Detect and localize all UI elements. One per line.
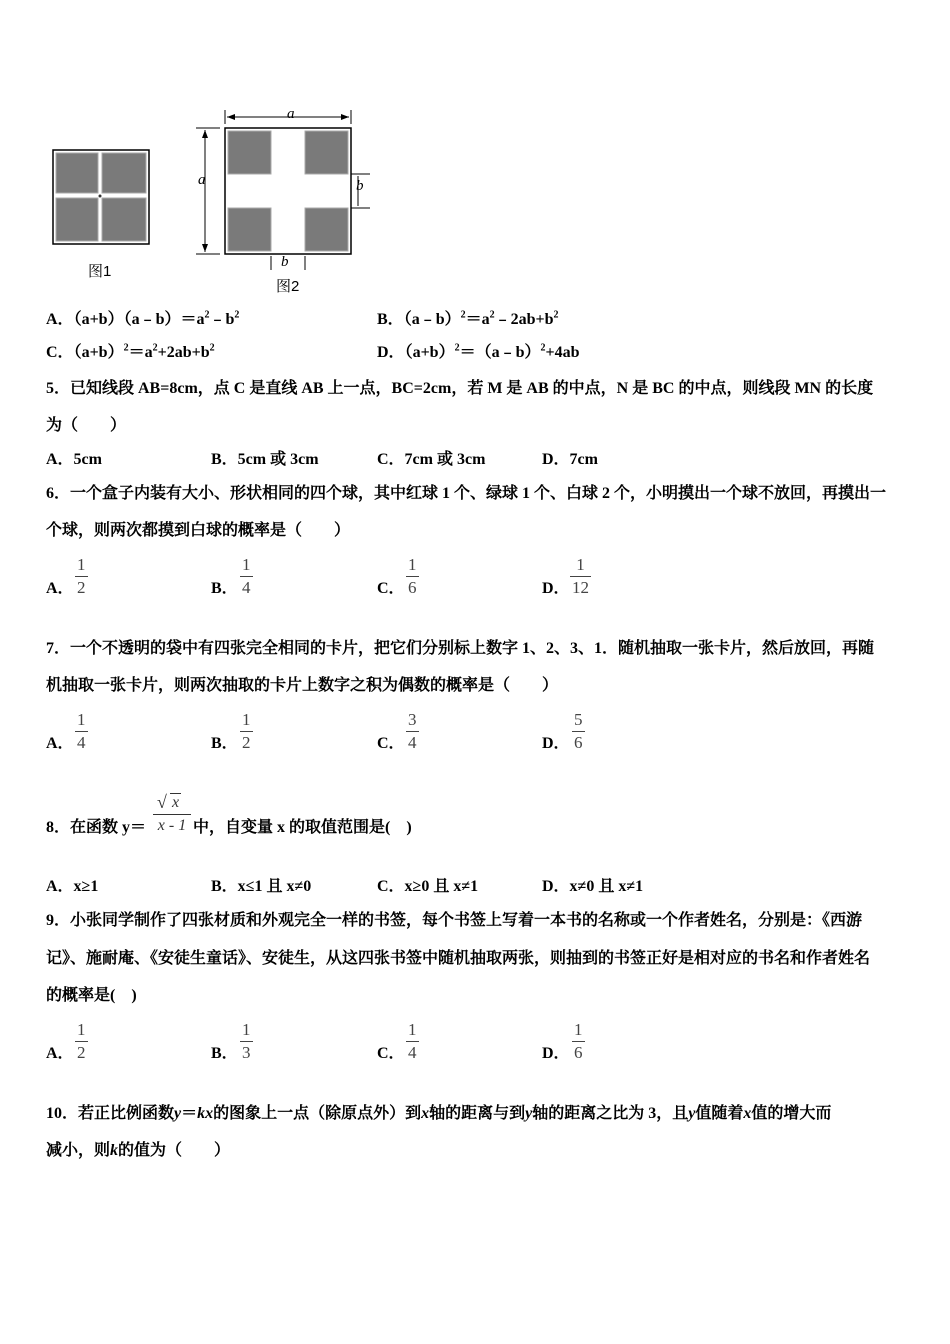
q9-label-a: A． <box>46 1045 74 1062</box>
q5-option-b: B．5cm 或 3cm <box>211 451 319 468</box>
q8-option-d: D．x≠0 且 x≠1 <box>542 878 644 895</box>
q6-stem-line2: 个球，则两次都摸到白球的概率是（ ） <box>46 522 351 539</box>
q9-option-c-fraction: $\frac{1}{4}$ <box>408 1020 417 1062</box>
fig2-caption: 图2 <box>276 278 300 295</box>
q7-label-c: C． <box>377 735 405 752</box>
fig2-label-b-bottom: b <box>281 254 289 270</box>
q8-function-fraction <box>153 792 191 837</box>
fig2-label-b-right: b <box>356 178 364 194</box>
q8-option-a: A．x≥1 <box>46 878 99 895</box>
fig2-label-a-top: a <box>287 106 295 122</box>
q6-option-d-fraction: $\frac{1}{12}$ <box>572 555 589 597</box>
q6-option-c-fraction: $\frac{1}{6}$ <box>408 555 417 597</box>
q6-label-c: C． <box>377 580 405 597</box>
q6-label-a: A． <box>46 580 74 597</box>
q7-option-a-fraction: $\frac{1}{4}$ <box>77 710 86 752</box>
q9-label-c: C． <box>377 1045 405 1062</box>
q7-stem-line1: 7．一个不透明的袋中有四张完全相同的卡片，把它们分别标上数字 1、2、3、1．随机抽取一张卡片，然后放回，再随 <box>46 640 875 657</box>
q8-stem-suffix: 中，自变量 x 的取值范围是( ) <box>193 819 412 836</box>
q9-stem-line1: 9．小张同学制作了四张材质和外观完全一样的书签，每个书签上写着一本书的名称或一个作者姓名，分别是：《西游 <box>46 912 863 929</box>
q5-stem-line1: 5．已知线段 AB=8cm，点 C 是直线 AB 上一点，BC=2cm，若 M 是 AB 的中点，N 是 BC 的中点，则线段 MN 的长度 <box>46 380 874 397</box>
q7-option-c-fraction: $\frac{3}{4}$ <box>408 710 417 752</box>
q8-fraction-denominator: x - 1 <box>153 814 191 837</box>
fig2-label-a-left: a <box>198 172 206 188</box>
q7-stem-line2: 机抽取一张卡片，则两次抽取的卡片上数字之积为偶数的概率是（ ） <box>46 677 559 694</box>
q7-option-d-fraction: $\frac{5}{6}$ <box>574 710 583 752</box>
q7-option-b-fraction: $\frac{1}{2}$ <box>242 710 251 752</box>
q9-option-b-fraction: $\frac{1}{3}$ <box>242 1020 251 1062</box>
q6-label-d: D． <box>542 580 570 597</box>
q7-label-d: D． <box>542 735 570 752</box>
q8-option-b: B．x≤1 且 x≠0 <box>211 878 312 895</box>
q6-option-a-fraction: $\frac{1}{2}$ <box>77 555 86 597</box>
q9-option-d-fraction: $\frac{1}{6}$ <box>574 1020 583 1062</box>
q4-option-a: A．$(a+b)(a﹣b)=a^2﹣b^2$ <box>46 309 240 328</box>
q4-option-b: B．$(a﹣b)^2=a^2﹣2ab+b^2$ <box>377 309 559 328</box>
q10-stem-line1: 10．若正比例函数y＝kx的图象上一点（除原点外）到x轴的距离与到y轴的距离之比为 3，且y值随着x值的增大而 <box>46 1105 832 1122</box>
q6-option-b-fraction: $\frac{1}{4}$ <box>242 555 251 597</box>
q5-stem-line2: 为（ ） <box>46 417 127 434</box>
q6-stem-line1: 6．一个盒子内装有大小、形状相同的四个球，其中红球 1 个、绿球 1 个、白球 2 个，小明摸出一个球不放回，再摸出一 <box>46 485 887 502</box>
fig1-caption: 图1 <box>88 263 112 280</box>
q9-label-d: D． <box>542 1045 570 1062</box>
radicand: x <box>172 794 180 811</box>
q5-option-d: D．7cm <box>542 451 598 468</box>
q9-stem-line2: 记》、施耐庵、《安徒生童话》、安徒生，从这四张书签中随机抽取两张，则抽到的书签正好是相对应的书名和作者姓名 <box>46 950 871 967</box>
q5-option-a: A．5cm <box>46 451 102 468</box>
q4-option-c: C．$(a+b)^2=a^2+2ab+b^2$ <box>46 342 215 361</box>
q9-option-a-fraction: $\frac{1}{2}$ <box>77 1020 86 1062</box>
q10-stem-line2: 减小，则k的值为（ ） <box>46 1142 231 1159</box>
q8-option-c: C．x≥0 且 x≠1 <box>377 878 479 895</box>
q8-stem-prefix: 8．在函数 y＝ <box>46 819 147 836</box>
sqrt-symbol: √ <box>157 792 167 812</box>
q9-label-b: B． <box>211 1045 238 1062</box>
q9-stem-line3: 的概率是( ) <box>46 987 137 1004</box>
q7-label-a: A． <box>46 735 74 752</box>
q6-label-b: B． <box>211 580 238 597</box>
figure-1 <box>53 150 149 244</box>
q5-option-c: C．7cm 或 3cm <box>377 451 486 468</box>
q7-label-b: B． <box>211 735 238 752</box>
q4-option-d: D．$(a+b)^2=(a﹣b)^2+4ab$ <box>377 342 580 361</box>
figure-2 <box>196 110 370 270</box>
